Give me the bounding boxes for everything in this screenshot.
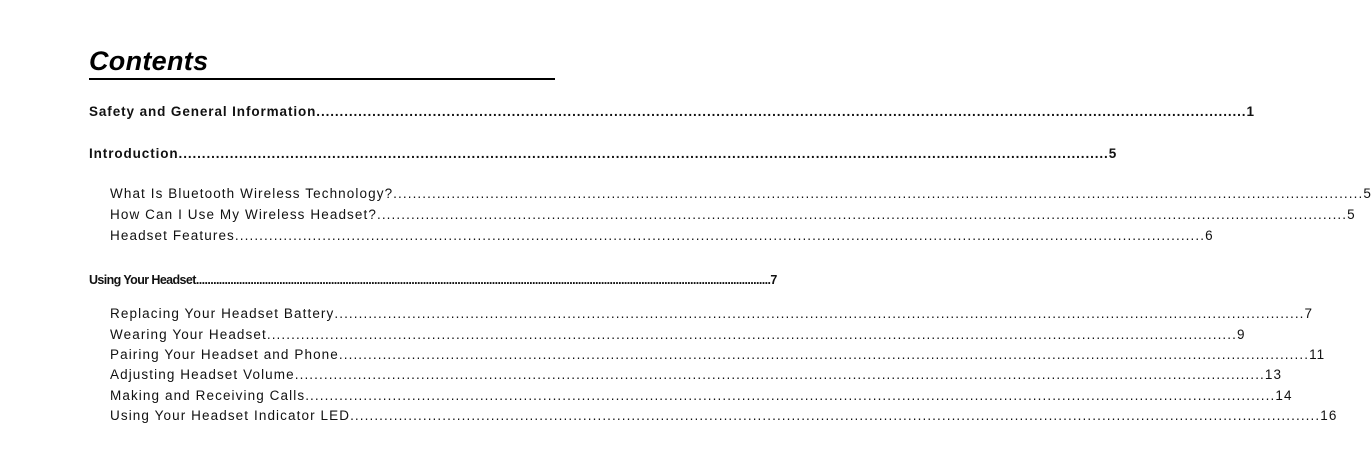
toc-entry-pairing[interactable] xyxy=(110,347,1326,362)
toc-entry-page: 6 xyxy=(1205,228,1214,243)
toc-entry-label: Pairing Your Headset and Phone xyxy=(110,347,339,362)
toc-entry-label: Using Your Headset Indicator LED xyxy=(110,408,351,423)
toc-entry-label: What Is Bluetooth Wireless Technology? xyxy=(110,186,394,201)
toc-entry-label: Safety and General Information xyxy=(89,104,317,119)
dot-leader: ........................................................................................................................................................................................................ xyxy=(334,306,1305,321)
dot-leader: ........................................................................................................................................................................................................ xyxy=(316,104,1247,119)
toc-entry-how-use[interactable] xyxy=(110,207,1356,222)
dot-leader: ........................................................................................................................................................................................................ xyxy=(393,186,1364,201)
toc-entry-label: Wearing Your Headset xyxy=(110,327,267,342)
toc-entry-wearing[interactable] xyxy=(110,327,1246,342)
toc-entry-page: 5 xyxy=(1347,207,1356,222)
toc-entry-introduction[interactable] xyxy=(89,146,1118,161)
dot-leader: ........................................................................................................................................................................................................ xyxy=(294,367,1265,382)
dot-leader: ........................................................................................................................................................................................................ xyxy=(376,207,1348,222)
toc-entry-label: How Can I Use My Wireless Headset? xyxy=(110,207,377,222)
toc-entry-page: 14 xyxy=(1275,388,1293,403)
page-title: Contents xyxy=(89,46,209,76)
toc-entry-label: Headset Features xyxy=(110,228,235,243)
toc-entry-led[interactable] xyxy=(110,408,1338,423)
toc-entry-page: 9 xyxy=(1237,327,1246,342)
dot-leader: ........................................................................................................................................................................................................ xyxy=(234,228,1206,243)
dot-leader: ........................................................................................................................................................................................................ xyxy=(338,347,1310,362)
toc-entry-features[interactable] xyxy=(110,228,1214,243)
toc-entry-label: Introduction xyxy=(89,146,179,161)
dot-leader: ........................................................................................................................................................................................................ xyxy=(266,327,1237,342)
dot-leader: ........................................................................................................................................................................................................ xyxy=(305,388,1276,403)
toc-entry-page: 7 xyxy=(1304,306,1314,321)
title-divider xyxy=(89,78,555,80)
dot-leader: ........................................................................................................................................................................................................ xyxy=(195,273,771,287)
toc-entry-label: Making and Receiving Calls xyxy=(110,388,306,403)
toc-entry-page: 7 xyxy=(770,273,777,287)
toc-entry-page: 5 xyxy=(1108,146,1118,161)
dot-leader: ........................................................................................................................................................................................................ xyxy=(350,408,1321,423)
toc-entry-using-headset[interactable] xyxy=(89,273,777,287)
toc-entry-page: 13 xyxy=(1264,367,1283,382)
toc-entry-safety[interactable] xyxy=(89,104,1255,119)
toc-entry-bluetooth[interactable] xyxy=(110,186,1372,201)
toc-entry-page: 11 xyxy=(1309,347,1326,362)
toc-entry-label: Using Your Headset xyxy=(89,273,196,287)
toc-entry-label: Replacing Your Headset Battery xyxy=(110,306,335,321)
toc-entry-label: Adjusting Headset Volume xyxy=(110,367,295,382)
dot-leader: ........................................................................................................................................................................................................ xyxy=(178,146,1109,161)
toc-entry-page: 16 xyxy=(1320,408,1338,423)
toc-entry-page: 5 xyxy=(1363,186,1372,201)
toc-entry-volume[interactable] xyxy=(110,367,1283,382)
toc-entry-page: 1 xyxy=(1246,104,1255,119)
toc-entry-battery[interactable] xyxy=(110,306,1314,321)
toc-entry-calls[interactable] xyxy=(110,388,1293,403)
